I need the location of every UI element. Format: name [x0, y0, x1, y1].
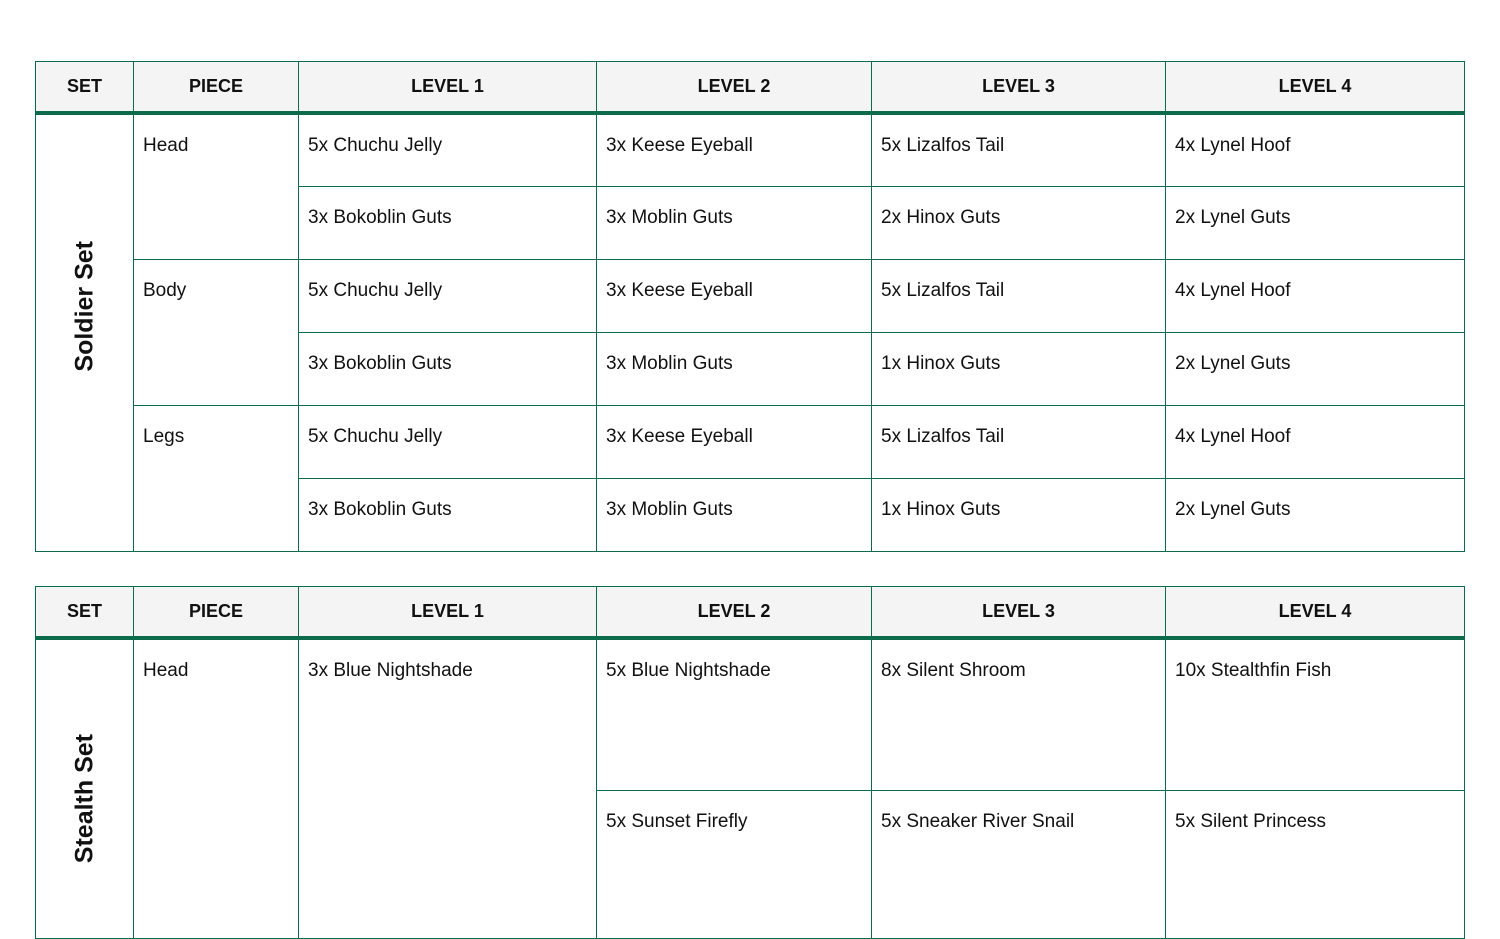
- level-2-cell: 3x Keese Eyeball: [597, 113, 872, 186]
- set-name: Soldier Set: [70, 241, 98, 372]
- level-4-cell: 4x Lynel Hoof: [1166, 259, 1465, 332]
- table-row: [36, 638, 1465, 790]
- header-level-2: LEVEL 2: [597, 62, 872, 114]
- level-1-cell: 5x Chuchu Jelly: [299, 405, 597, 478]
- level-4-cell: 10x Stealthfin Fish: [1166, 638, 1465, 790]
- level-3-cell: 1x Hinox Guts: [872, 478, 1166, 551]
- header-level-3: LEVEL 3: [872, 587, 1166, 639]
- level-3-cell: 1x Hinox Guts: [872, 332, 1166, 405]
- header-level-4: LEVEL 4: [1166, 587, 1465, 639]
- header-piece: PIECE: [134, 587, 299, 639]
- piece-cell: Legs: [134, 405, 299, 551]
- header-level-1: LEVEL 1: [299, 62, 597, 114]
- piece-cell: Body: [134, 259, 299, 405]
- level-3-cell: 5x Sneaker River Snail: [872, 790, 1166, 938]
- level-1-cell: 3x Bokoblin Guts: [299, 186, 597, 259]
- stealth-set-table: [35, 586, 1465, 939]
- header-row: [36, 62, 1465, 114]
- header-set: SET: [36, 62, 134, 114]
- header-level-4: LEVEL 4: [1166, 62, 1465, 114]
- level-4-cell: 4x Lynel Hoof: [1166, 113, 1465, 186]
- header-row: [36, 587, 1465, 639]
- table-row: [36, 113, 1465, 186]
- piece-cell: Head: [134, 638, 299, 938]
- header-level-1: LEVEL 1: [299, 587, 597, 639]
- level-3-cell: 5x Lizalfos Tail: [872, 405, 1166, 478]
- piece-cell: Head: [134, 113, 299, 259]
- set-cell: [36, 113, 134, 551]
- table-row: [36, 405, 1465, 478]
- level-2-cell: 3x Moblin Guts: [597, 186, 872, 259]
- level-1-cell: 3x Bokoblin Guts: [299, 478, 597, 551]
- level-4-cell: 2x Lynel Guts: [1166, 478, 1465, 551]
- level-1-cell: 5x Chuchu Jelly: [299, 113, 597, 186]
- header-level-2: LEVEL 2: [597, 587, 872, 639]
- level-1-cell: 3x Bokoblin Guts: [299, 332, 597, 405]
- level-1-cell: 5x Chuchu Jelly: [299, 259, 597, 332]
- level-2-cell: 3x Keese Eyeball: [597, 259, 872, 332]
- level-3-cell: 5x Lizalfos Tail: [872, 259, 1166, 332]
- set-name: Stealth Set: [70, 734, 98, 864]
- soldier-set-table: [35, 61, 1465, 552]
- set-cell: [36, 638, 134, 938]
- table-row: [36, 259, 1465, 332]
- level-3-cell: 2x Hinox Guts: [872, 186, 1166, 259]
- header-level-3: LEVEL 3: [872, 62, 1166, 114]
- level-4-cell: 2x Lynel Guts: [1166, 332, 1465, 405]
- header-set: SET: [36, 587, 134, 639]
- level-2-cell: 3x Keese Eyeball: [597, 405, 872, 478]
- level-1-cell: 3x Blue Nightshade: [299, 638, 597, 938]
- level-4-cell: 2x Lynel Guts: [1166, 186, 1465, 259]
- level-2-cell: 3x Moblin Guts: [597, 332, 872, 405]
- level-2-cell: 5x Blue Nightshade: [597, 638, 872, 790]
- level-2-cell: 3x Moblin Guts: [597, 478, 872, 551]
- level-3-cell: 5x Lizalfos Tail: [872, 113, 1166, 186]
- level-4-cell: 4x Lynel Hoof: [1166, 405, 1465, 478]
- header-piece: PIECE: [134, 62, 299, 114]
- level-3-cell: 8x Silent Shroom: [872, 638, 1166, 790]
- level-4-cell: 5x Silent Princess: [1166, 790, 1465, 938]
- level-2-cell: 5x Sunset Firefly: [597, 790, 872, 938]
